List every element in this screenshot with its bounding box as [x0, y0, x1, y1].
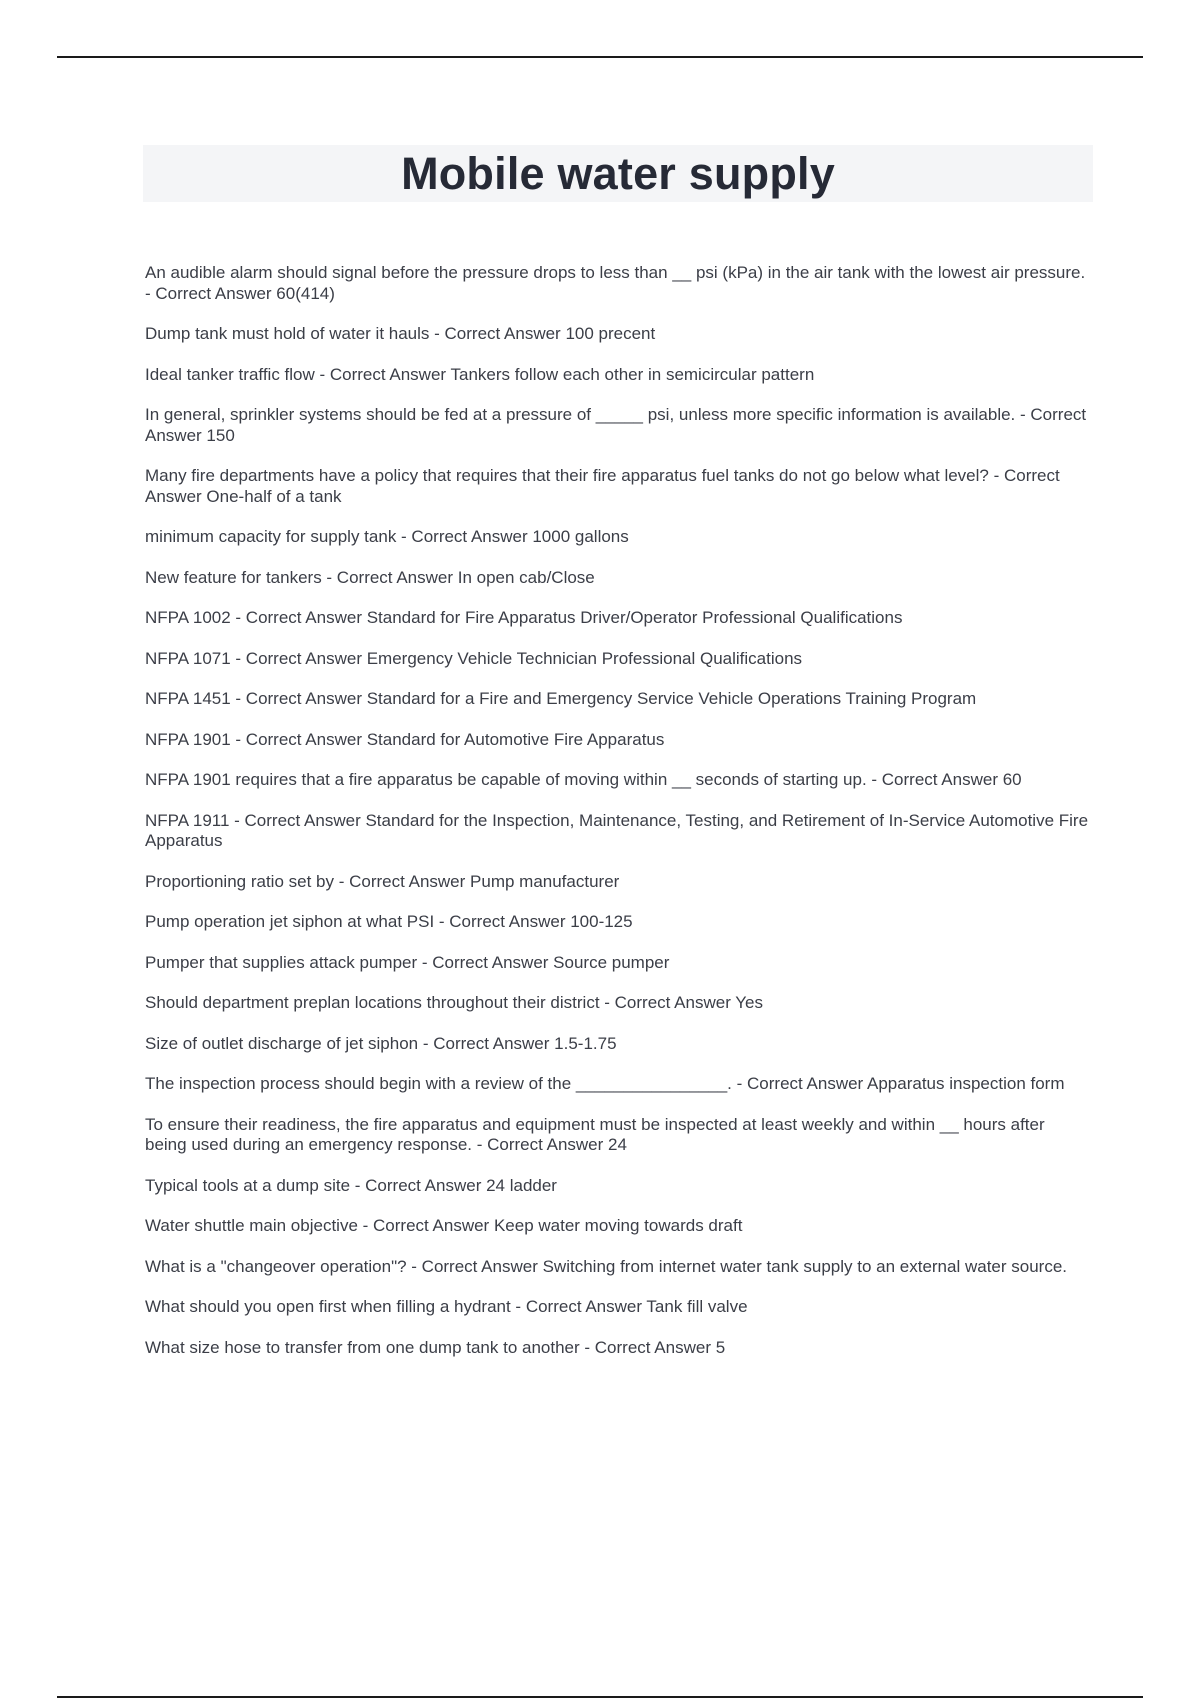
qa-item: Should department preplan locations throughout their district - Correct Answer Yes — [145, 993, 764, 1012]
top-rule — [57, 56, 1143, 58]
qa-item: An audible alarm should signal before the pressure drops to less than __ psi (kPa) in the air tank with the lowest air pressure. - Correct Answer 60(414) — [145, 263, 1086, 303]
qa-item: NFPA 1911 - Correct Answer Standard for the Inspection, Maintenance, Testing, and Retirement of In-Service Automotive Fire Apparatus — [145, 810, 1089, 850]
qa-item: What should you open first when filling a hydrant - Correct Answer Tank fill valve — [145, 1297, 748, 1316]
qa-list — [145, 263, 1090, 1378]
title-banner — [143, 145, 1093, 202]
qa-item: Many fire departments have a policy that requires that their fire apparatus fuel tanks do not go below what level? - Correct Answer One-half of a tank — [145, 466, 1060, 506]
qa-item: Pump operation jet siphon at what PSI - Correct Answer 100-125 — [145, 912, 633, 931]
qa-item: New feature for tankers - Correct Answer In open cab/Close — [145, 567, 595, 587]
qa-item: NFPA 1901 - Correct Answer Standard for Automotive Fire Apparatus — [145, 729, 665, 749]
qa-item: To ensure their readiness, the fire apparatus and equipment must be inspected at least weekly and within __ hours after being used during an emergency response. - Correct Answer 24 — [145, 1114, 1045, 1154]
qa-item: The inspection process should begin with a review of the ________________. - Correct Answer Apparatus inspection form — [145, 1074, 1065, 1093]
page-title: Mobile water supply — [401, 147, 835, 199]
qa-item: minimum capacity for supply tank - Correct Answer 1000 gallons — [145, 527, 629, 546]
qa-item: Water shuttle main objective - Correct Answer Keep water moving towards draft — [145, 1216, 743, 1235]
qa-item: Size of outlet discharge of jet siphon - Correct Answer 1.5-1.75 — [145, 1033, 617, 1053]
qa-item: Pumper that supplies attack pumper - Correct Answer Source pumper — [145, 952, 670, 972]
qa-item: Typical tools at a dump site - Correct Answer 24 ladder — [145, 1175, 557, 1195]
qa-item: NFPA 1002 - Correct Answer Standard for Fire Apparatus Driver/Operator Professional Qualifications — [145, 608, 903, 627]
qa-item: What is a "changeover operation"? - Correct Answer Switching from internet water tank supply to an external water source. — [145, 1256, 1068, 1276]
qa-item: In general, sprinkler systems should be fed at a pressure of _____ psi, unless more specific information is available. - Correct Answer 150 — [145, 405, 1087, 445]
qa-item: NFPA 1071 - Correct Answer Emergency Vehicle Technician Professional Qualifications — [145, 648, 803, 668]
qa-item: Proportioning ratio set by - Correct Answer Pump manufacturer — [145, 871, 620, 891]
qa-item: What size hose to transfer from one dump tank to another - Correct Answer 5 — [145, 1337, 726, 1357]
qa-item: NFPA 1451 - Correct Answer Standard for a Fire and Emergency Service Vehicle Operations Training Program — [145, 689, 977, 708]
qa-item: Dump tank must hold of water it hauls - Correct Answer 100 precent — [145, 324, 656, 343]
qa-item: Ideal tanker traffic flow - Correct Answer Tankers follow each other in semicircular pattern — [145, 364, 815, 384]
bottom-rule — [57, 1696, 1143, 1698]
qa-item: NFPA 1901 requires that a fire apparatus be capable of moving within __ seconds of starting up. - Correct Answer 60 — [145, 770, 1022, 789]
